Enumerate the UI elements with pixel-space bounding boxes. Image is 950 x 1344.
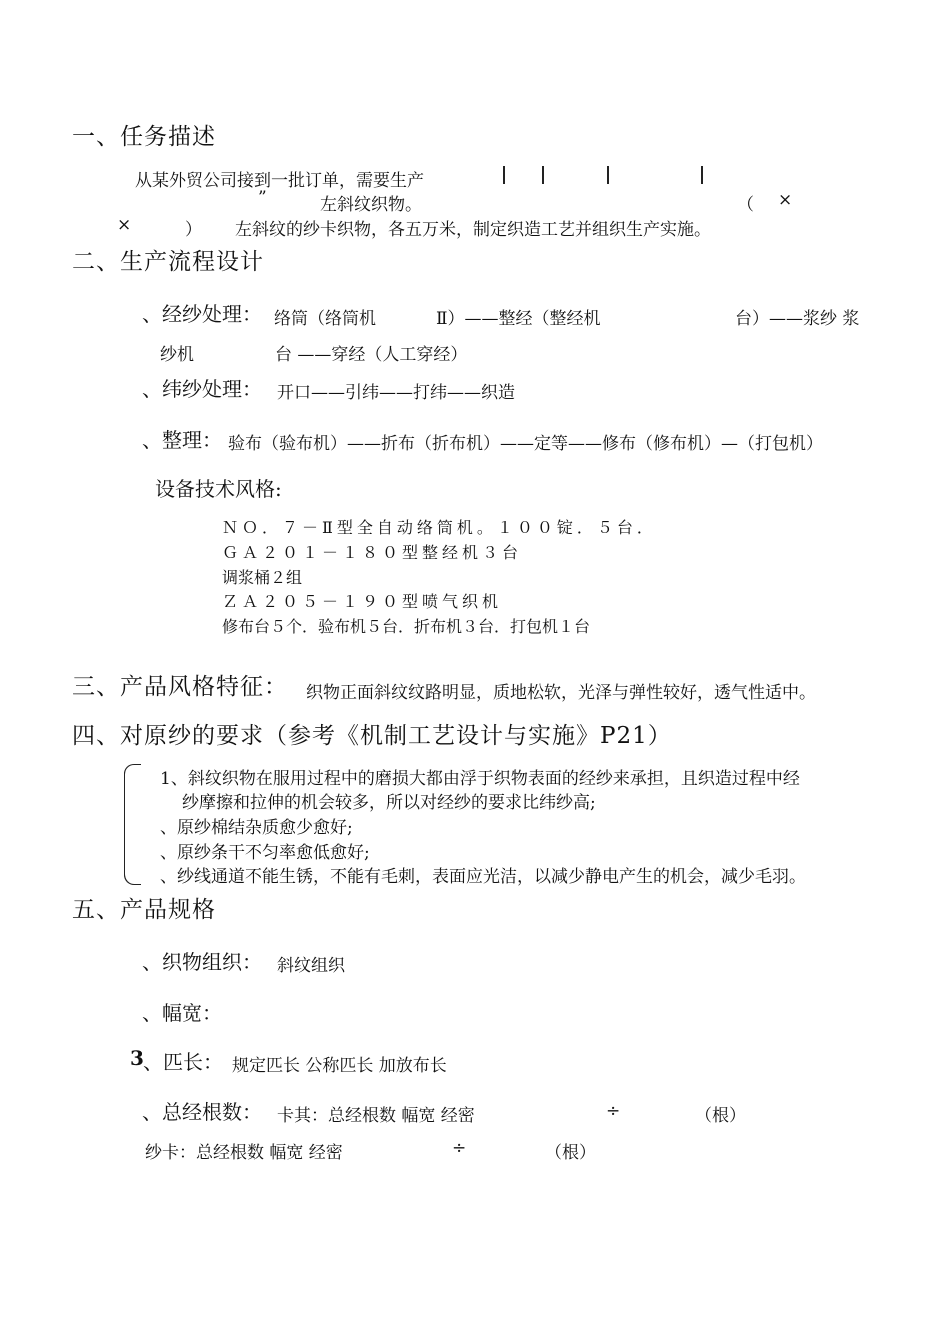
task-times-1: × xyxy=(778,190,793,210)
length-label: 、匹长： xyxy=(143,1050,223,1074)
task-line-2: 左斜纹织物。 xyxy=(320,195,422,215)
warp-line2-b: 台 ——穿经（人工穿经） xyxy=(275,345,468,365)
task-line-3: 左斜纹的纱卡织物，各五万米，制定织造工艺并组织生产实施。 xyxy=(235,220,711,240)
table-rule xyxy=(607,166,609,184)
table-rule xyxy=(701,166,703,184)
weft-label: 、纬纱处理： xyxy=(142,377,262,401)
task-times-2: × xyxy=(117,215,132,235)
section-title-task: 一、任务描述 xyxy=(72,124,216,150)
weave-label: 、织物组织： xyxy=(142,950,262,974)
divide-sign: ÷ xyxy=(452,1138,467,1158)
weft-text: 开口——引纬——打纬——织造 xyxy=(277,383,515,403)
finish-text: 验布（验布机）——折布（折布机）——定等——修布（修布机）—（打包机） xyxy=(228,434,823,454)
ends-drill: 纱卡：总经根数 幅宽 经密 xyxy=(145,1143,343,1163)
task-line-1: 从某外贸公司接到一批订单，需要生产 xyxy=(135,171,424,191)
weave-text: 斜纹组织 xyxy=(277,956,345,976)
ends-khaki: 卡其：总经根数 幅宽 经密 xyxy=(277,1106,475,1126)
section-title-spec: 五、产品规格 xyxy=(72,897,216,923)
yarn-req-item: 1、斜纹织物在服用过程中的磨损大都由浮于织物表面的经纱来承担，且织造过程中经 xyxy=(160,769,800,789)
length-text: 规定匹长 公称匹长 加放布长 xyxy=(232,1056,447,1076)
equip-item: 修布台５个．验布机５台．折布机３台．打包机１台 xyxy=(222,617,591,636)
table-rule xyxy=(542,166,544,184)
yarn-req-item: 纱摩擦和拉伸的机会较多，所以对经纱的要求比纬纱高; xyxy=(182,793,596,813)
style-text: 织物正面斜纹纹路明显，质地松软，光泽与弹性较好，透气性适中。 xyxy=(306,683,816,703)
brace-icon xyxy=(124,874,141,885)
warp-text-c: 台）——浆纱 浆 xyxy=(735,309,860,329)
ends-label: 、总经根数： xyxy=(142,1100,262,1124)
warp-line2-a: 纱机 xyxy=(160,345,194,365)
yarn-req-item: 、原纱棉结杂质愈少愈好; xyxy=(160,818,353,838)
section-title-flow: 二、生产流程设计 xyxy=(72,249,264,275)
section-title-yarn: 四、对原纱的要求（参考《机制工艺设计与实施》P21） xyxy=(72,723,672,749)
equip-item: ＧＡ２０１－１８０型整经机３台 xyxy=(222,543,523,562)
warp-label: 、经纱处理： xyxy=(142,302,262,326)
finish-label: 、整理： xyxy=(142,428,222,452)
warp-text-a: 络筒（络筒机 xyxy=(274,309,376,329)
width-label: 、幅宽： xyxy=(142,1001,222,1025)
yarn-req-item: 、原纱条干不匀率愈低愈好; xyxy=(160,843,370,863)
equip-item: ＮＯ．７－Ⅱ型全自动络筒机。１００锭．５台． xyxy=(222,518,657,537)
task-quote: ” xyxy=(258,188,267,208)
equip-item: 调浆桶２组 xyxy=(222,568,303,587)
equip-item: ＺＡ２０５－１９０型喷气织机 xyxy=(222,592,503,611)
table-rule xyxy=(503,166,505,184)
divide-sign: ÷ xyxy=(606,1101,621,1121)
section-title-style: 三、产品风格特征： xyxy=(72,674,288,700)
task-paren-open: （ xyxy=(737,195,754,215)
unit-label: （根） xyxy=(545,1143,596,1163)
warp-text-b: Ⅱ）——整经（整经机 xyxy=(436,309,601,329)
yarn-req-item: 、纱线通道不能生锈，不能有毛刺，表面应光洁，以减少静电产生的机会，减少毛羽。 xyxy=(160,867,806,887)
length-number: 3 xyxy=(130,1046,144,1070)
equip-title: 设备技术风格: xyxy=(155,477,282,501)
unit-label: （根） xyxy=(695,1106,746,1126)
brace-icon xyxy=(124,764,137,884)
task-paren-close: ） xyxy=(185,220,202,240)
